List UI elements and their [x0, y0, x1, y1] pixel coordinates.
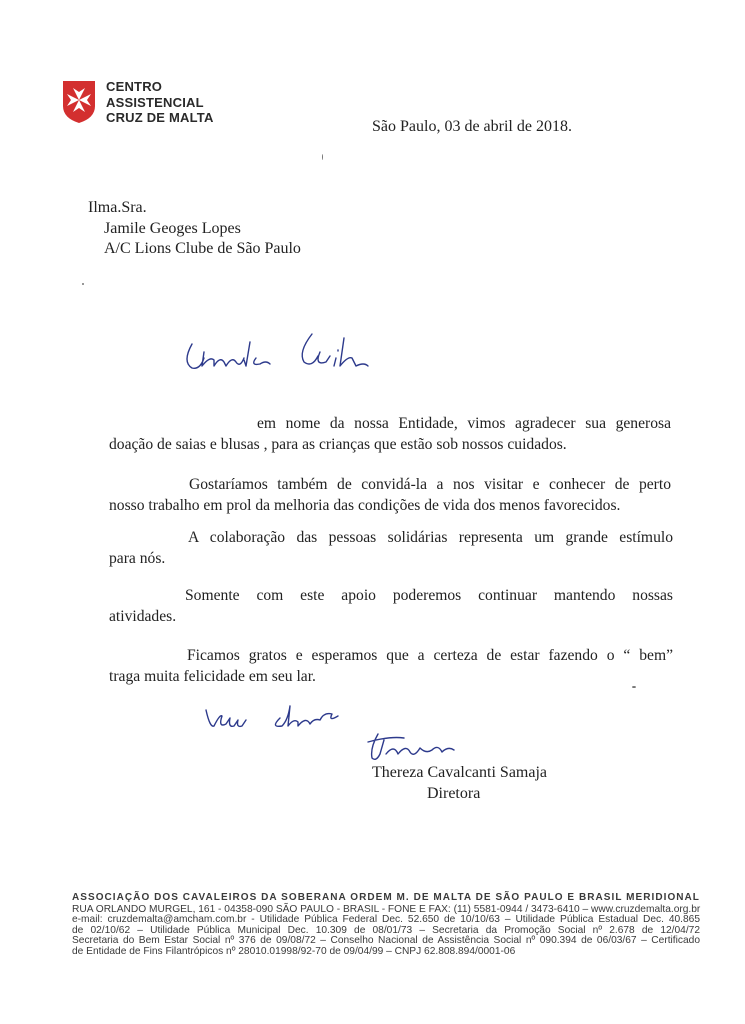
handwritten-greeting [180, 322, 400, 387]
paragraph-5-line-1: Ficamos gratos e esperamos que a certeza de estar fazendo o “ bem” [187, 647, 673, 664]
scan-mark [632, 686, 636, 688]
paragraph-2-line-1: Gostaríamos também de convidá-la a nos visitar e conhecer de perto [189, 476, 671, 493]
handwritten-closing [200, 698, 350, 743]
org-name-line-1: CENTRO [106, 79, 163, 94]
recipient-block [88, 198, 301, 260]
footer-line-3: de 02/10/62 – Utilidade Pública Municipal Dec. 10.309 de 08/01/73 – Secretaria da Promoção Social nº 2.678 de 12/04/72 [72, 924, 700, 936]
paragraph-5-line-2: traga muita felicidade em seu lar. [109, 668, 316, 685]
paragraph-1-line-1: em nome da nossa Entidade, vimos agradecer sua generosa [257, 415, 671, 432]
paragraph-2-line-2: nosso trabalho em prol da melhoria das condições de vida dos menos favorecidos. [109, 497, 621, 514]
letter-date: São Paulo, 03 de abril de 2018. [372, 118, 572, 135]
organization-name [106, 79, 214, 126]
paragraph-3-line-1: A colaboração das pessoas solidárias representa um grande estímulo [188, 529, 673, 546]
footer-line-4: Secretaria do Bem Estar Social nº 376 de 09/08/72 – Conselho Nacional de Assistência Social nº 090.394 de 06/03/67 – Certificado [72, 935, 700, 947]
footer-line-1: RUA ORLANDO MURGEL, 161 - 04358-090 SÃO PAULO - BRASIL - FONE E FAX: (11) 5581-0944 / 3473-6410 – www.cruzdemalta.org.br [72, 903, 701, 915]
paragraph-1-line-2: doação de saias e blusas , para as crianças que estão sob nossos cuidados. [109, 436, 567, 453]
recipient-salutation: Ilma.Sra. [88, 199, 147, 216]
org-name-line-2: ASSISTENCIAL [106, 94, 204, 110]
org-name-line-3: CRUZ DE MALTA [106, 110, 214, 125]
paragraph-1 [109, 413, 673, 455]
paragraph-4 [109, 585, 673, 627]
signer-block [372, 762, 547, 804]
paragraph-2 [109, 474, 673, 516]
paragraph-3 [109, 527, 673, 569]
signer-title: Diretora [427, 785, 481, 802]
recipient-care-of: A/C Lions Clube de São Paulo [104, 240, 301, 257]
paragraph-4-line-1: Somente com este apoio poderemos continuar mantendo nossas [185, 587, 673, 604]
footer [72, 893, 700, 958]
paragraph-4-line-2: atividades. [109, 608, 177, 625]
recipient-name: Jamile Geoges Lopes [104, 219, 241, 237]
maltese-cross-icon [62, 80, 96, 124]
scan-mark [322, 154, 323, 160]
signer-name: Thereza Cavalcanti Samaja [372, 764, 548, 781]
scan-mark [82, 283, 84, 285]
paragraph-3-line-2: para nós. [109, 550, 166, 567]
footer-line-2: e-mail: cruzdemalta@amcham.com.br - Utilidade Pública Federal Dec. 52.650 de 10/10/63 – Utilidade Pública Estadual Dec. 40.865 [72, 914, 700, 926]
footer-line-5: de Entidade de Fins Filantrópicos nº 28010.01998/92-70 de 09/04/99 – CNPJ 62.808.894/0001-06 [72, 945, 516, 957]
footer-heading: ASSOCIAÇÃO DOS CAVALEIROS DA SOBERANA ORDEM M. DE MALTA DE SÃO PAULO E BRASIL MERIDIONAL [72, 892, 700, 903]
paragraph-5 [109, 645, 673, 687]
